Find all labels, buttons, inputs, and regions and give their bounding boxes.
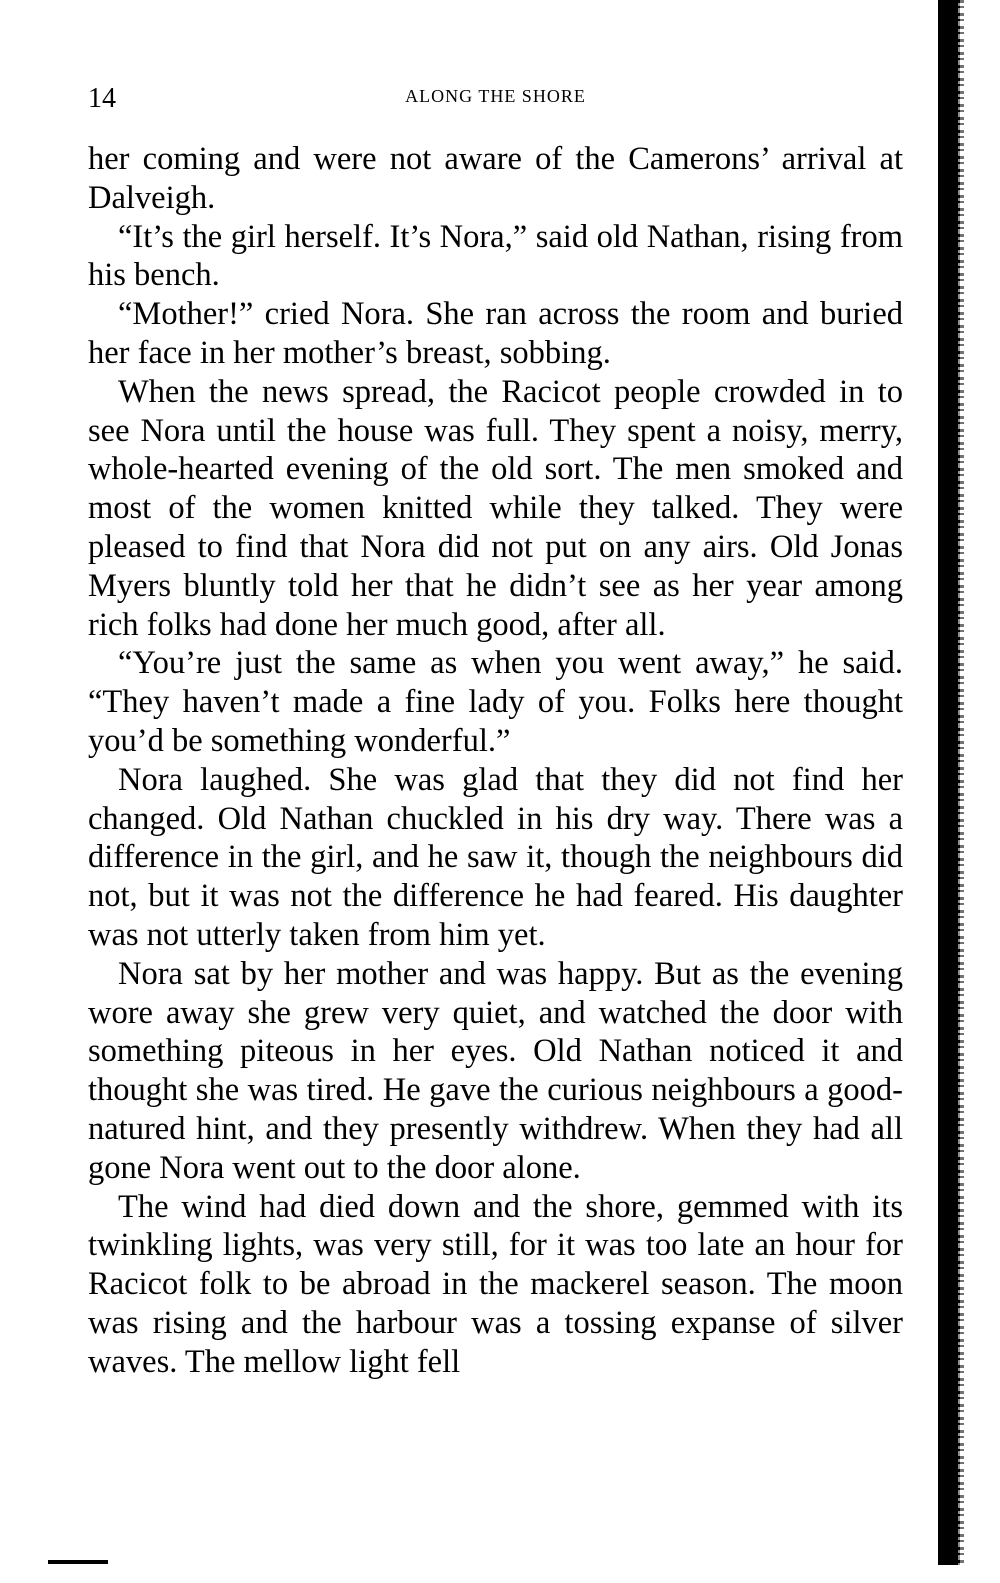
footer-rule: [48, 1560, 108, 1564]
paragraph: “You’re just the same as when you went away,” he said. “They haven’t made a fine lady of you. Folks here thought you’d be something wonderful.”: [88, 645, 903, 759]
paragraph: Nora sat by her mother and was happy. But as the evening wore away she grew very quiet, and watched the door with something piteous in her eyes. Old Nathan noticed it and thought she was tired. He gave the curious neighbours a good-natured hint, and they presently withdrew. When they had all gone Nora went out to the door alone.: [88, 955, 903, 1186]
paragraph: her coming and were not aware of the Camerons’ arrival at Dalveigh.: [88, 141, 903, 216]
binding-speckle: [958, 0, 964, 1565]
paragraph: The wind had died down and the shore, gemmed with its twinkling lights, was very still, for it was too late an hour for Racicot folk to be abroad in the mackerel season. The moon was rising and the harbour was a tossing expanse of silver waves. The mellow light fell: [88, 1188, 903, 1380]
paragraph: When the news spread, the Racicot people crowded in to see Nora until the house was full. They spent a noisy, merry, whole-hearted evening of the old sort. The men smoked and most of the women knitted while they talked. They were pleased to find that Nora did not put on any airs. Old Jonas Myers bluntly told her that he didn’t see as her year among rich folks had done her much good, after all.: [88, 373, 903, 643]
paragraph: Nora laughed. She was glad that they did not find her changed. Old Nathan chuckled in his dry way. There was a difference in the girl, and he saw it, though the neighbours did not, but it was not the difference he had feared. His daughter was not utterly taken from him yet.: [88, 761, 903, 953]
page-header: [88, 82, 903, 116]
running-head: ALONG THE SHORE: [405, 86, 586, 106]
binding-shadow: [938, 0, 960, 1565]
paragraph: “Mother!” cried Nora. She ran across the room and buried her face in her mother’s breast, sobbing.: [88, 296, 903, 371]
paragraph: “It’s the girl herself. It’s Nora,” said old Nathan, rising from his bench.: [88, 218, 903, 294]
page-number: 14: [88, 83, 116, 114]
body-text: [88, 140, 903, 1382]
